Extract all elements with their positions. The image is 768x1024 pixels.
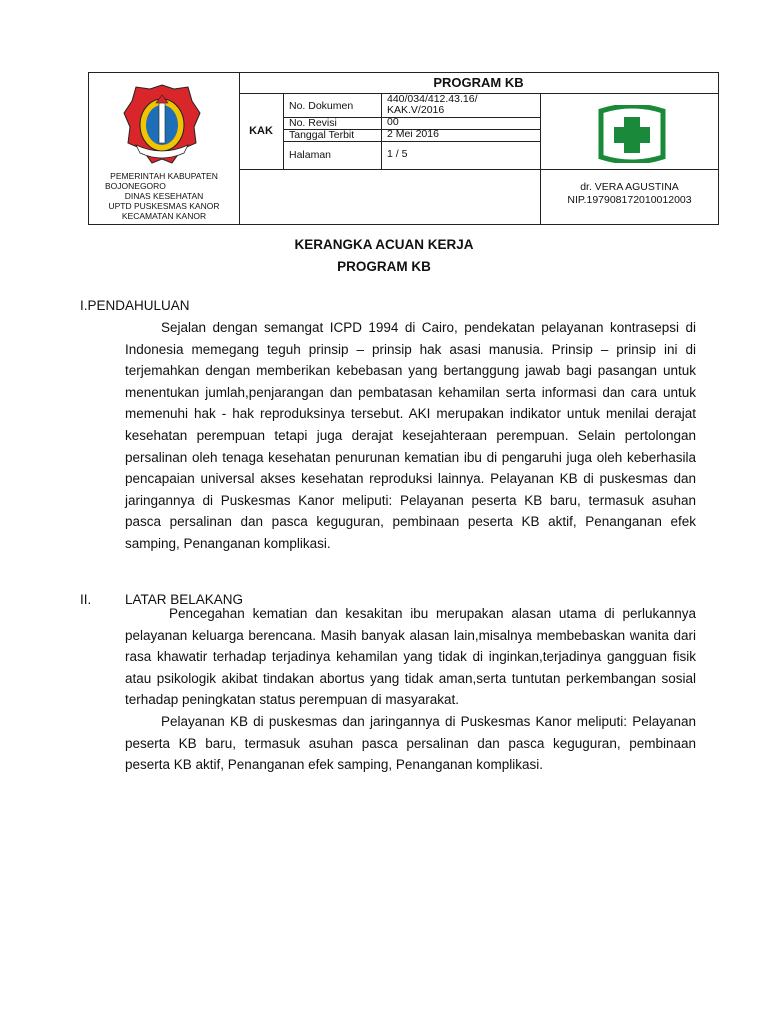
puskesmas-logo-icon: [593, 105, 671, 163]
meta-row-halaman: [283, 141, 540, 169]
section-heading-pendahuluan: I.PENDAHULUAN: [80, 298, 190, 313]
section-heading-latar-belakang: LATAR BELAKANG: [125, 592, 244, 607]
meta-label: No. Dokumen: [289, 100, 354, 112]
meta-row-tanggal: [283, 129, 540, 141]
paragraph: Pelayanan KB di puskesmas dan jaringannya di Puskesmas Kanor meliputi: Pelayanan peserta KB baru, termasuk asuhan pasca persalinan dan pasca keguguran, pembinaan peserta KB aktif, Penanganan efek samping, Penanganan komplikasi.: [125, 713, 696, 773]
logo-cell: [89, 73, 240, 224]
document-title: KERANGKA ACUAN KERJA: [294, 237, 474, 252]
paragraph: Pencegahan kematian dan kesakitan ibu merupakan alasan utama di perlukannya pelayanan keluarga berencana. Masih banyak alasan lain,misalnya membebaskan wanita dari rasa khawatir terhadap terjadinya kehamilan yang tidak di inginkan,terjadinya gangguan fisik atau psikologik akibat tindakan abortus yang tidak aman,serta tuntutan perkembangan sosial terhadap peningkatan status perempuan di masyarakat.: [125, 606, 696, 708]
bojonegoro-emblem-icon: [122, 83, 202, 169]
meta-value: 1 / 5: [387, 148, 408, 160]
section-number: II.: [80, 592, 92, 607]
org-line: PEMERINTAH KABUPATEN: [110, 171, 218, 181]
meta-label: No. Revisi: [289, 117, 337, 129]
meta-row-dokumen: [283, 93, 540, 117]
organization-name: [93, 171, 235, 221]
signer-name: dr. VERA AGUSTINA: [580, 181, 679, 193]
blank-cell: [239, 169, 540, 225]
meta-value: 440/034/412.43.16/ KAK.V/2016: [387, 93, 478, 116]
org-line: UPTD PUSKESMAS KANOR: [108, 201, 220, 211]
meta-value: 00: [387, 116, 399, 128]
meta-label: Tanggal Terbit: [289, 129, 355, 141]
document-subtitle: PROGRAM KB: [337, 259, 431, 274]
meta-value: 2 Mei 2016: [387, 128, 439, 140]
org-line: BOJONEGORO: [105, 181, 166, 191]
signer-nip: NIP.197908172010012003: [567, 194, 692, 206]
header-title: PROGRAM KB: [239, 73, 718, 94]
meta-label: Halaman: [289, 149, 332, 161]
document-meta-table: [283, 93, 540, 169]
kak-label: KAK: [239, 93, 284, 169]
org-line: KECAMATAN KANOR: [121, 211, 207, 221]
section-body-latar-belakang: [125, 603, 696, 776]
signer-block: [541, 181, 718, 207]
paragraph: Sejalan dengan semangat ICPD 1994 di Cairo, pendekatan pelayanan kontrasepsi di Indonesia memegang teguh prinsip – prinsip hak asasi manusia. Prinsip – prinsip ini di terjemahkan dengan memberikan kebebasan yang bertanggung jawab bagi pasangan untuk menentukan jumlah,penjarangan dan pembatasan kehamilan serta informasi dan cara untuk memenuhi hak - hak reproduksinya tersebut. AKI merupakan indikator untuk menilai derajat kesehatan perempuan tetapi juga derajat kesejahteraan perempuan. Selain pertolongan persalinan oleh tenaga kesehatan penurunan kematian ibu di pengaruhi juga oleh keberhasila pencapaian universal akses kesehatan reproduksi lainnya. Pelayanan KB di puskesmas dan jaringannya di Puskesmas Kanor meliputi: Pelayanan peserta KB baru, termasuk asuhan pasca persalinan dan pasca keguguran, pembinaan peserta KB aktif, Penanganan efek samping, Penanganan komplikasi.: [125, 320, 696, 551]
org-line: DINAS KESEHATAN: [124, 191, 204, 201]
document-header-table: [88, 72, 719, 225]
right-cell: [540, 93, 718, 224]
section-body-pendahuluan: [125, 317, 696, 555]
